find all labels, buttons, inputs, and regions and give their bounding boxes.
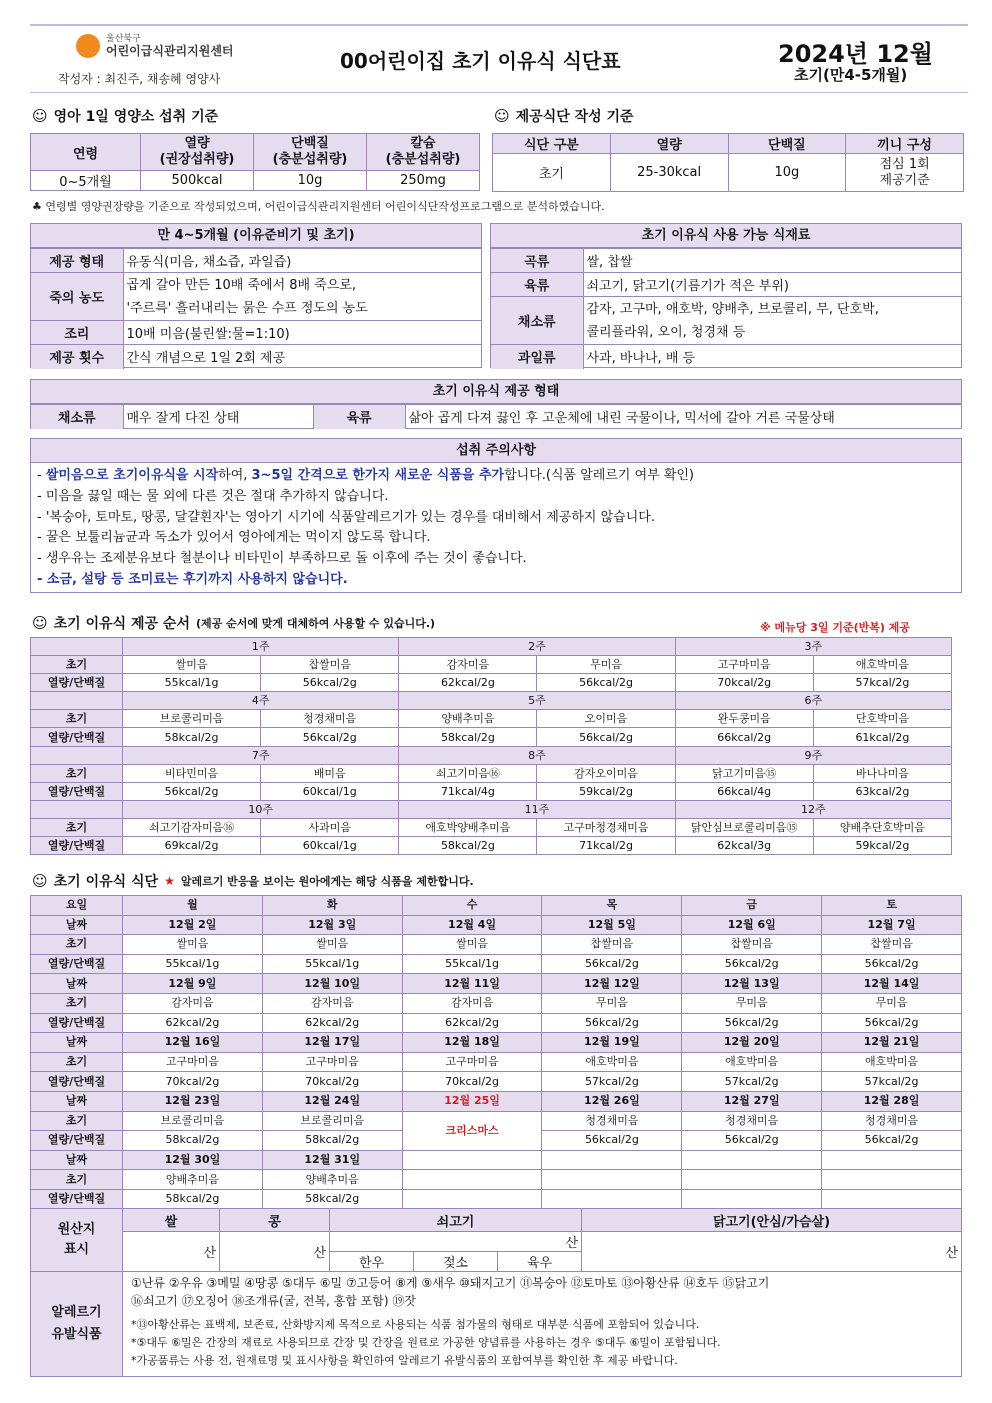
menu-date	[402, 1150, 542, 1170]
menu-kcal: 57kcal/2g	[822, 1072, 962, 1092]
menu-date: 12월 6일	[682, 915, 822, 935]
menu-row-label: 날짜	[31, 1033, 123, 1053]
order-menu: 닭안심브로콜리미음⑮	[675, 818, 813, 836]
age-info-value: 10배 미음(불린쌀:물=1:10)	[123, 321, 481, 345]
menu-date: 12월 13일	[682, 974, 822, 994]
menu-item	[822, 1170, 962, 1190]
origin-jeotso: 젖소	[414, 1252, 498, 1272]
menu-date: 12월 9일	[123, 974, 263, 994]
menu-row-label: 초기	[31, 1111, 123, 1131]
order-menu: 양배추미음	[399, 710, 537, 728]
menu-item	[402, 1170, 542, 1190]
standard-cell: 초기	[493, 154, 611, 192]
menu-date: 12월 16일	[123, 1033, 263, 1053]
order-kcal: 70kcal/2g	[675, 674, 813, 692]
analysis-note: ♣ 연령별 영양권장량을 기준으로 작성되었으며, 어린이급식관리지원센터 어린이식단작성프로그램으로 분석하였습니다.	[32, 200, 605, 213]
menu-kcal: 56kcal/2g	[682, 1131, 822, 1151]
form-value: 매우 잘게 다진 상태	[123, 405, 313, 429]
menu-item: 고구마미음	[262, 1052, 402, 1072]
menu-row-label: 열량/단백질	[31, 954, 123, 974]
menu-item: 쌀미음	[402, 935, 542, 955]
menu-kcal: 56kcal/2g	[542, 954, 682, 974]
smile-icon: ☺	[32, 614, 48, 632]
menu-item: 쌀미음	[123, 935, 263, 955]
org-name: 어린이급식관리지원센터	[106, 44, 234, 58]
menu-date: 12월 12일	[542, 974, 682, 994]
menu-kcal: 57kcal/2g	[542, 1072, 682, 1092]
menu-date: 12월 3일	[262, 915, 402, 935]
order-table	[30, 637, 952, 855]
order-kcal: 66kcal/2g	[675, 728, 813, 746]
allergy-note: *⑤대두 ⑥밀은 간장의 재료로 사용되므로 간장 및 간장을 원료로 가공한 양념류를 사용하는 경우 ⑤대두 ⑥밀이 포함됩니다.	[131, 1336, 721, 1349]
menu-kcal: 70kcal/2g	[123, 1072, 263, 1092]
order-kcal: 62kcal/3g	[675, 837, 813, 855]
order-menu: 감자오이미음	[537, 764, 675, 782]
menu-kcal: 58kcal/2g	[262, 1189, 402, 1209]
menu-item: 양배추미음	[123, 1170, 263, 1190]
order-kcal: 58kcal/2g	[123, 728, 261, 746]
age-info-value: 간식 개념으로 1일 2회 제공	[123, 345, 481, 369]
menu-row-label: 열량/단백질	[31, 1131, 123, 1151]
order-menu: 비타민미음	[123, 764, 261, 782]
menu-date	[822, 1150, 962, 1170]
order-week: 4주	[123, 692, 399, 710]
menu-kcal: 58kcal/2g	[262, 1131, 402, 1151]
menu-kcal: 62kcal/2g	[262, 1013, 402, 1033]
order-menu: 쌀미음	[123, 656, 261, 674]
order-menu: 오이미음	[537, 710, 675, 728]
stage-title: 초기(만4-5개월)	[794, 66, 908, 84]
date-title: 2024년 12월	[778, 40, 933, 68]
menu-date: 12월 4일	[402, 915, 542, 935]
order-menu: 찹쌀미음	[261, 656, 399, 674]
menu-kcal: 56kcal/2g	[542, 1131, 682, 1151]
order-week: 10주	[123, 800, 399, 818]
logo	[76, 34, 100, 58]
allergy-label: 알레르기 유발식품	[31, 1272, 123, 1377]
nutrient-header: 열량 (권장섭취량)	[141, 134, 254, 171]
menu-date: 12월 19일	[542, 1033, 682, 1053]
menu-item: 브로콜리미음	[123, 1111, 263, 1131]
menu-kcal: 58kcal/2g	[123, 1131, 263, 1151]
order-row-label: 초기	[31, 818, 123, 836]
age-info-box	[30, 223, 482, 368]
menu-item: 무미음	[822, 993, 962, 1013]
order-kcal: 55kcal/1g	[123, 674, 261, 692]
form-label: 육류	[313, 405, 405, 429]
menu-row-label: 초기	[31, 1052, 123, 1072]
standard-header: 식단 구분	[493, 134, 611, 154]
menu-day: 수	[402, 896, 542, 916]
origin-label: 원산지 표시	[31, 1209, 123, 1272]
menu-item: 무미음	[682, 993, 822, 1013]
standard-section-title: ☺ 제공식단 작성 기준	[494, 107, 634, 125]
menu-row-label: 날짜	[31, 1091, 123, 1111]
menu-kcal	[402, 1189, 542, 1209]
menu-row-label: 요일	[31, 896, 123, 916]
menu-item: 애호박미음	[542, 1052, 682, 1072]
allergy-list: ①난류 ②우유 ③메밀 ④땅콩 ⑤대두 ⑥밀 ⑦고등어 ⑧게 ⑨새우 ⑩돼지고기 ⑪복숭아 ⑫토마토 ⑬아황산류 ⑭호두 ⑮닭고기	[131, 1276, 770, 1290]
order-menu: 바나나미음	[813, 764, 951, 782]
allergy-content	[123, 1272, 962, 1377]
order-week: 1주	[123, 638, 399, 656]
menu-day: 목	[542, 896, 682, 916]
origin-bean-value: 산	[220, 1232, 330, 1272]
menu-date: 12월 21일	[822, 1033, 962, 1053]
ingredient-value: 감자, 고구마, 애호박, 양배추, 브로콜리, 무, 단호박, 콜리플라워, 오이, 청경채 등	[583, 297, 961, 345]
age-info-label: 죽의 농도	[31, 273, 123, 321]
menu-date: 12월 20일	[682, 1033, 822, 1053]
form-value: 삶아 곱게 다져 끓인 후 고운체에 내린 국물이나, 믹서에 갈아 거른 국물상태	[405, 405, 961, 429]
order-kcal: 71kcal/4g	[399, 782, 537, 800]
nutrient-header: 연령	[31, 134, 141, 171]
menu-item: 쌀미음	[262, 935, 402, 955]
origin-beef-label: 쇠고기	[330, 1209, 582, 1232]
author: 작성자 : 최진주, 채송혜 영양사	[58, 72, 221, 86]
menu-item: 양배추미음	[262, 1170, 402, 1190]
menu-kcal	[822, 1189, 962, 1209]
star-icon: ★	[164, 874, 175, 888]
age-info-value: 유동식(미음, 채소즙, 과일즙)	[123, 249, 481, 273]
menu-kcal: 56kcal/2g	[822, 954, 962, 974]
order-menu: 쇠고기감자미음⑯	[123, 818, 261, 836]
menu-row-label: 열량/단백질	[31, 1189, 123, 1209]
menu-day: 금	[682, 896, 822, 916]
age-info-label: 조리	[31, 321, 123, 345]
nutrient-cell: 0~5개월	[31, 171, 141, 191]
age-info-value: 곱게 갈아 만든 10배 죽에서 8배 죽으로, '주르륵' 흘러내리는 묽은 수프 정도의 농도	[123, 273, 481, 321]
standard-header: 단백질	[728, 134, 846, 154]
order-menu: 청경채미음	[261, 710, 399, 728]
menu-row-label: 날짜	[31, 1150, 123, 1170]
standard-cell: 점심 1회 제공기준	[846, 154, 964, 192]
header-top-line	[30, 24, 968, 26]
menu-kcal: 70kcal/2g	[262, 1072, 402, 1092]
nutrient-cell: 500kcal	[141, 171, 254, 191]
order-menu: 감자미음	[399, 656, 537, 674]
smile-icon: ☺	[494, 107, 510, 125]
menu-kcal: 58kcal/2g	[123, 1189, 263, 1209]
smile-icon: ☺	[32, 107, 48, 125]
menu-item: 애호박미음	[822, 1052, 962, 1072]
order-section-title: ☺ 초기 이유식 제공 순서 (제공 순서에 맞게 대체하여 사용할 수 있습니다.)	[32, 614, 436, 632]
nutrient-cell: 10g	[254, 171, 367, 191]
menu-table	[30, 895, 962, 1210]
ingredient-value: 쌀, 찹쌀	[583, 249, 961, 273]
form-label: 채소류	[31, 405, 123, 429]
order-menu: 브로콜리미음	[123, 710, 261, 728]
menu-row-label: 초기	[31, 993, 123, 1013]
ingredient-value: 쇠고기, 닭고기(기름기가 적은 부위)	[583, 273, 961, 297]
ingredient-label: 곡류	[491, 249, 583, 273]
order-menu: 배미음	[261, 764, 399, 782]
order-kcal: 63kcal/2g	[813, 782, 951, 800]
standard-table	[492, 133, 964, 192]
order-row-label: 열량/단백질	[31, 837, 123, 855]
menu-date: 12월 31일	[262, 1150, 402, 1170]
menu-section-title: ☺ 초기 이유식 식단 ★ 알레르기 반응을 보이는 원아에게는 해당 식품을 제한합니다.	[32, 872, 474, 890]
caution-item: - 쌀미음으로 초기이유식을 시작하여, 3~5일 간격으로 한가지 새로운 식품을 추가합니다.(식품 알레르기 여부 확인)	[37, 468, 695, 483]
order-week: 11주	[399, 800, 675, 818]
menu-kcal: 56kcal/2g	[682, 1013, 822, 1033]
order-menu: 쇠고기미음⑯	[399, 764, 537, 782]
order-menu: 단호박미음	[813, 710, 951, 728]
menu-item: 찹쌀미음	[682, 935, 822, 955]
order-menu: 고구마청경채미음	[537, 818, 675, 836]
order-week: 12주	[675, 800, 951, 818]
order-row-label: 열량/단백질	[31, 782, 123, 800]
order-row-label: 열량/단백질	[31, 728, 123, 746]
menu-day: 화	[262, 896, 402, 916]
allergy-list: ⑯쇠고기 ⑰오징어 ⑱조개류(굴, 전복, 홍합 포함) ⑲잣	[131, 1294, 416, 1308]
menu-item: 애호박미음	[682, 1052, 822, 1072]
order-row-label: 초기	[31, 764, 123, 782]
order-menu: 사과미음	[261, 818, 399, 836]
order-kcal: 57kcal/2g	[813, 674, 951, 692]
menu-date: 12월 2일	[123, 915, 263, 935]
menu-item: 감자미음	[402, 993, 542, 1013]
form-box	[30, 379, 962, 429]
menu-kcal: 56kcal/2g	[682, 954, 822, 974]
menu-date: 12월 24일	[262, 1091, 402, 1111]
ingredients-title: 초기 이유식 사용 가능 식재료	[491, 224, 961, 248]
order-menu: 애호박양배추미음	[399, 818, 537, 836]
menu-kcal: 57kcal/2g	[682, 1072, 822, 1092]
menu-kcal	[542, 1189, 682, 1209]
origin-hanwoo: 한우	[330, 1252, 414, 1272]
order-kcal: 56kcal/2g	[537, 674, 675, 692]
order-kcal: 61kcal/2g	[813, 728, 951, 746]
menu-kcal: 55kcal/1g	[402, 954, 542, 974]
order-kcal: 69kcal/2g	[123, 837, 261, 855]
order-row-label: 초기	[31, 710, 123, 728]
order-week: 5주	[399, 692, 675, 710]
nutrient-header: 칼슘 (충분섭취량)	[367, 134, 480, 171]
order-week: 7주	[123, 746, 399, 764]
menu-item: 찹쌀미음	[822, 935, 962, 955]
standard-cell: 25-30kcal	[610, 154, 728, 192]
order-menu: 닭고기미음⑮	[675, 764, 813, 782]
menu-row-label: 열량/단백질	[31, 1013, 123, 1033]
menu-day: 월	[123, 896, 263, 916]
org-top: 울산북구	[106, 34, 141, 44]
menu-row-label: 날짜	[31, 915, 123, 935]
allergy-table	[30, 1271, 962, 1377]
caution-box	[30, 438, 962, 593]
menu-kcal: 56kcal/2g	[542, 1013, 682, 1033]
menu-date: 12월 17일	[262, 1033, 402, 1053]
standard-header: 열량	[610, 134, 728, 154]
menu-kcal: 62kcal/2g	[123, 1013, 263, 1033]
caution-item: - 생우유는 조제분유보다 철분이나 비타민이 부족하므로 돌 이후에 주는 것이 좋습니다.	[37, 551, 527, 567]
order-menu: 애호박미음	[813, 656, 951, 674]
age-info-label: 제공 형태	[31, 249, 123, 273]
menu-kcal: 62kcal/2g	[402, 1013, 542, 1033]
standard-cell: 10g	[728, 154, 846, 192]
order-week: 6주	[675, 692, 951, 710]
menu-item: 청경채미음	[542, 1111, 682, 1131]
order-kcal: 60kcal/1g	[261, 782, 399, 800]
form-title: 초기 이유식 제공 형태	[31, 380, 961, 404]
nutrient-header: 단백질 (충분섭취량)	[254, 134, 367, 171]
menu-date: 12월 26일	[542, 1091, 682, 1111]
menu-item: 감자미음	[262, 993, 402, 1013]
menu-kcal: 56kcal/2g	[822, 1013, 962, 1033]
order-week: 8주	[399, 746, 675, 764]
order-kcal: 62kcal/2g	[399, 674, 537, 692]
order-week: 2주	[399, 638, 675, 656]
order-kcal: 58kcal/2g	[399, 837, 537, 855]
menu-date: 12월 11일	[402, 974, 542, 994]
menu-item: 고구마미음	[123, 1052, 263, 1072]
origin-bean-label: 콩	[220, 1209, 330, 1232]
order-week: 3주	[675, 638, 951, 656]
origin-yukwoo: 육우	[498, 1252, 582, 1272]
caution-title: 섭취 주의사항	[31, 439, 961, 463]
menu-item	[542, 1170, 682, 1190]
menu-row-label: 열량/단백질	[31, 1072, 123, 1092]
menu-item: 고구마미음	[402, 1052, 542, 1072]
order-kcal: 60kcal/1g	[261, 837, 399, 855]
menu-item: 청경채미음	[682, 1111, 822, 1131]
menu-kcal: 55kcal/1g	[262, 954, 402, 974]
origin-rice-value: 산	[123, 1232, 220, 1272]
menu-date: 12월 30일	[123, 1150, 263, 1170]
order-kcal: 66kcal/4g	[675, 782, 813, 800]
menu-date: 12월 14일	[822, 974, 962, 994]
order-kcal: 59kcal/2g	[813, 837, 951, 855]
allergy-note: *가공품류는 사용 전, 원재료명 및 표시사항을 확인하여 알레르기 유발식품의 포함여부를 확인한 후 제공 바랍니다.	[131, 1354, 678, 1367]
order-kcal: 56kcal/2g	[537, 728, 675, 746]
caution-item: - 꿀은 보툴리늄균과 독소가 있어서 영아에게는 먹이지 않도록 합니다.	[37, 530, 431, 546]
menu-date: 12월 25일	[402, 1091, 542, 1111]
menu-date	[542, 1150, 682, 1170]
caution-item: - 미음을 끓일 때는 물 외에 다른 것은 절대 추가하지 않습니다.	[37, 488, 389, 504]
nutrient-section-title: ☺ 영아 1일 영양소 섭취 기준	[32, 107, 219, 125]
order-row-label: 초기	[31, 656, 123, 674]
menu-row-label: 날짜	[31, 974, 123, 994]
ingredient-label: 과일류	[491, 345, 583, 369]
menu-item: 청경채미음	[822, 1111, 962, 1131]
menu-day: 토	[822, 896, 962, 916]
menu-date: 12월 28일	[822, 1091, 962, 1111]
menu-item: 감자미음	[123, 993, 263, 1013]
menu-item: 찹쌀미음	[542, 935, 682, 955]
menu-row-label: 초기	[31, 1170, 123, 1190]
menu-date: 12월 23일	[123, 1091, 263, 1111]
menu-date	[682, 1150, 822, 1170]
allergy-note: *⑬아황산류는 표백제, 보존료, 산화방지제 목적으로 사용되는 식품 첨가물의 형태로 대부분 식품에 포함되어 있습니다.	[131, 1318, 700, 1331]
order-row-label: 열량/단백질	[31, 674, 123, 692]
order-menu: 양배추단호박미음	[813, 818, 951, 836]
menu-kcal: 56kcal/2g	[822, 1131, 962, 1151]
page-title: 00어린이집 초기 이유식 식단표	[340, 49, 621, 73]
origin-chicken-value: 산	[582, 1232, 962, 1272]
menu-date: 12월 5일	[542, 915, 682, 935]
header-bottom-line	[30, 92, 968, 93]
standard-header: 끼니 구성	[846, 134, 964, 154]
nutrient-table	[30, 133, 480, 191]
origin-table	[30, 1208, 962, 1272]
nutrient-cell: 250mg	[367, 171, 480, 191]
ingredient-label: 육류	[491, 273, 583, 297]
caution-item: - 소금, 설탕 등 조미료는 후기까지 사용하지 않습니다.	[37, 571, 348, 587]
origin-chicken-label: 닭고기(안심/가슴살)	[582, 1209, 962, 1232]
origin-beef-value: 산	[330, 1232, 582, 1252]
order-menu: 고구마미음	[675, 656, 813, 674]
origin-rice-label: 쌀	[123, 1209, 220, 1232]
menu-kcal: 55kcal/1g	[123, 954, 263, 974]
caution-item: - '복숭아, 토마토, 땅콩, 달걀흰자'는 영아기 시기에 식품알레르기가 있는 경우를 대비해서 제공하지 않습니다.	[37, 509, 655, 525]
menu-kcal: 70kcal/2g	[402, 1072, 542, 1092]
order-menu: 무미음	[537, 656, 675, 674]
order-kcal: 56kcal/2g	[123, 782, 261, 800]
order-kcal: 56kcal/2g	[261, 728, 399, 746]
ingredient-value: 사과, 바나나, 배 등	[583, 345, 961, 369]
age-info-title: 만 4~5개월 (이유준비기 및 초기)	[31, 224, 481, 248]
menu-date: 12월 7일	[822, 915, 962, 935]
age-info-label: 제공 횟수	[31, 345, 123, 369]
order-week: 9주	[675, 746, 951, 764]
holiday-cell: 크리스마스	[402, 1111, 542, 1150]
order-kcal: 56kcal/2g	[261, 674, 399, 692]
order-note: ※ 메뉴당 3일 기준(반복) 제공	[760, 621, 910, 634]
order-kcal: 71kcal/2g	[537, 837, 675, 855]
order-kcal: 59kcal/2g	[537, 782, 675, 800]
menu-item: 브로콜리미음	[262, 1111, 402, 1131]
menu-date: 12월 18일	[402, 1033, 542, 1053]
ingredient-label: 채소류	[491, 297, 583, 345]
menu-date: 12월 27일	[682, 1091, 822, 1111]
ingredients-box	[490, 223, 962, 368]
menu-item: 무미음	[542, 993, 682, 1013]
smile-icon: ☺	[32, 872, 48, 890]
caution-list	[31, 463, 961, 594]
menu-item	[682, 1170, 822, 1190]
menu-date: 12월 10일	[262, 974, 402, 994]
menu-row-label: 초기	[31, 935, 123, 955]
order-kcal: 58kcal/2g	[399, 728, 537, 746]
menu-kcal	[682, 1189, 822, 1209]
order-menu: 완두콩미음	[675, 710, 813, 728]
